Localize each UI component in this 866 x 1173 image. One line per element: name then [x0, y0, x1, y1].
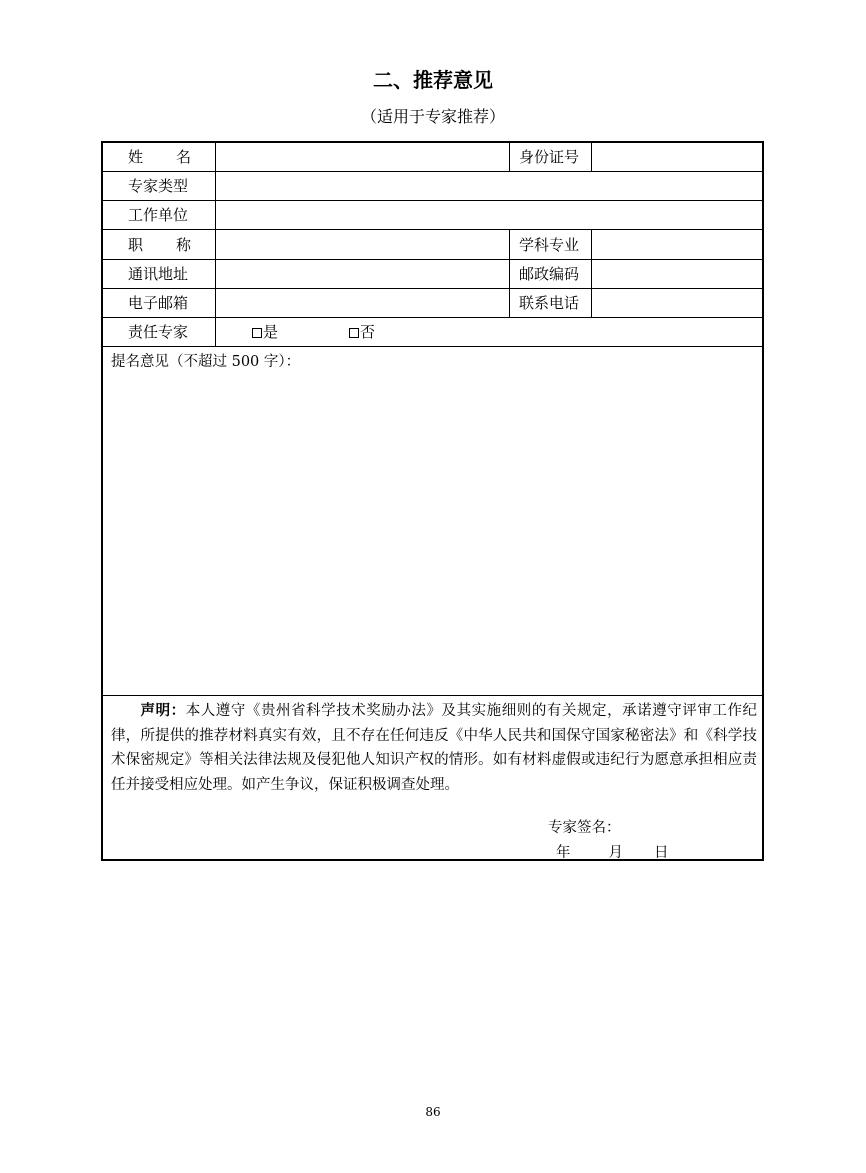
professional-title-field[interactable] — [216, 230, 509, 259]
responsible-expert-label: 责任专家 — [128, 323, 189, 341]
declaration-text — [111, 699, 757, 797]
column-divider — [509, 229, 510, 317]
name-label-char: 名 — [175, 148, 191, 166]
expert-type-label: 专家类型 — [128, 177, 189, 195]
recommendation-form — [101, 141, 764, 861]
option-no[interactable] — [349, 318, 375, 347]
discipline-field[interactable] — [592, 230, 762, 259]
row-divider — [103, 346, 762, 347]
nomination-opinion-textarea[interactable] — [103, 375, 762, 693]
phone-label: 联系电话 — [519, 294, 580, 312]
postcode-field[interactable] — [592, 260, 762, 288]
title-label — [128, 231, 191, 260]
id-number-field[interactable] — [592, 143, 762, 171]
date-line — [556, 842, 669, 864]
option-no-label: 否 — [360, 323, 376, 341]
title-label-char: 职 — [128, 236, 144, 254]
nomination-opinion-label: 提名意见（不超过 500 字）： — [111, 354, 301, 370]
option-yes[interactable] — [252, 318, 278, 347]
declaration-heading: 声明： — [140, 703, 186, 719]
phone-field[interactable] — [592, 289, 762, 317]
page-number: 86 — [425, 1105, 441, 1119]
date-month-label: 月 — [608, 845, 623, 861]
expert-signature-label: 专家签名： — [548, 820, 621, 836]
column-divider — [509, 143, 510, 171]
name-label — [128, 143, 191, 172]
page-title: 二、推荐意见 — [373, 68, 493, 92]
address-label: 通讯地址 — [128, 265, 189, 283]
row-divider — [103, 695, 762, 696]
date-day-label: 日 — [654, 845, 669, 861]
checkbox-yes[interactable] — [252, 328, 262, 338]
date-year-label: 年 — [556, 845, 571, 861]
option-yes-label: 是 — [263, 323, 279, 341]
checkbox-no[interactable] — [349, 328, 359, 338]
title-label-char: 称 — [175, 236, 191, 254]
name-field[interactable] — [216, 143, 509, 171]
work-unit-label: 工作单位 — [128, 206, 189, 224]
expert-type-field[interactable] — [216, 172, 762, 200]
name-label-char: 姓 — [128, 148, 144, 166]
work-unit-field[interactable] — [216, 201, 762, 229]
page-subtitle: （适用于专家推荐） — [360, 107, 505, 126]
declaration-body: 本人遵守《贵州省科学技术奖励办法》及其实施细则的有关规定，承诺遵守评审工作纪律，所提供的推荐材料真实有效，且不存在任何违反《中华人民共和国保守国家秘密法》和《科学技术保密规定》等相关法律法规及侵犯他人知识产权的情形。如有材料虚假或违纪行为愿意承担相应责任并接受相应处理。如产生争议，保证积极调查处理。 — [111, 703, 758, 793]
discipline-label: 学科专业 — [519, 236, 580, 254]
postcode-label: 邮政编码 — [519, 265, 580, 283]
row-divider — [103, 317, 762, 318]
id-number-label: 身份证号 — [519, 148, 580, 166]
email-field[interactable] — [216, 289, 509, 317]
email-label: 电子邮箱 — [128, 294, 189, 312]
address-field[interactable] — [216, 260, 509, 288]
